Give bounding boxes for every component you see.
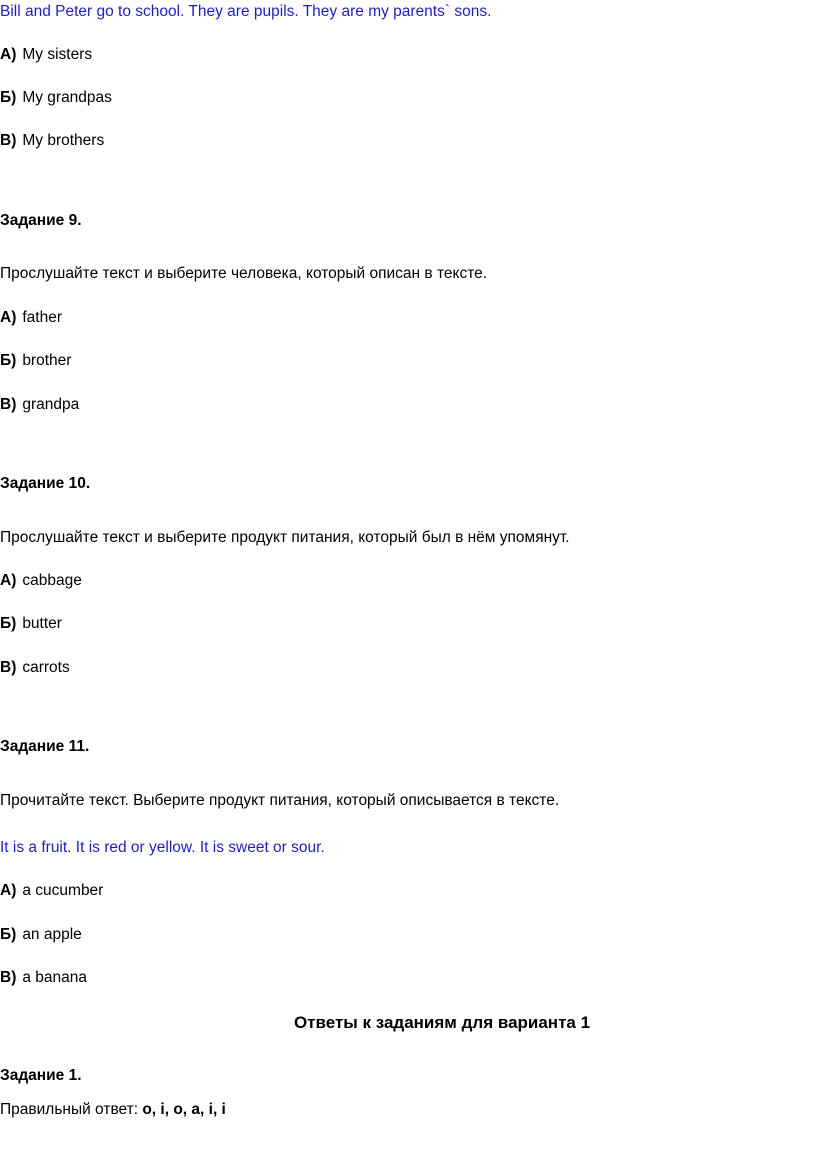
option-text: carrots [22,659,70,676]
task11-instruction: Прочитайте текст. Выберите продукт питания, который описывается в тексте. [0,792,560,809]
task11-passage: It is a fruit. It is red or yellow. It is sweet or sour. [0,839,325,856]
option-letter: А) [0,309,17,326]
option-letter: Б) [0,615,17,632]
option-text: a cucumber [22,882,104,899]
task10-instruction: Прослушайте текст и выберите продукт питания, который был в нём упомянут. [0,529,570,546]
option-letter: В) [0,132,17,149]
task9-option-c[interactable] [0,395,79,415]
option-text: grandpa [22,396,80,413]
option-text: a banana [22,969,88,986]
task10-option-b[interactable] [0,614,62,634]
option-text: an apple [22,926,82,943]
option-a[interactable] [0,45,92,65]
task9-option-b[interactable] [0,351,71,371]
task9-instruction: Прослушайте текст и выберите человека, который описан в тексте. [0,265,488,282]
task9-option-a[interactable] [0,308,62,328]
option-letter: А) [0,572,17,589]
option-letter: А) [0,882,17,899]
option-letter: Б) [0,89,17,106]
option-letter: А) [0,46,17,63]
task11-option-a[interactable] [0,881,103,901]
option-text: My grandpas [22,89,112,106]
option-text: brother [22,352,72,369]
option-b[interactable] [0,88,112,108]
option-text: My sisters [22,46,93,63]
task10-title: Задание 10. [0,475,91,492]
task11-option-b[interactable] [0,925,82,945]
option-text: father [22,309,62,326]
answer-label: Правильный ответ: [0,1101,139,1118]
answers-task1-title: Задание 1. [0,1067,82,1084]
answers-task1 [0,1100,226,1120]
task10-option-a[interactable] [0,571,82,591]
option-letter: Б) [0,352,17,369]
option-text: butter [22,615,62,632]
option-letter: Б) [0,926,17,943]
task11-option-c[interactable] [0,968,87,988]
task9-title: Задание 9. [0,212,82,229]
option-letter: В) [0,396,17,413]
task11-title: Задание 11. [0,738,90,755]
option-text: cabbage [22,572,82,589]
option-text: My brothers [22,132,105,149]
answer-value: o, i, o, a, i, i [142,1101,226,1118]
option-letter: В) [0,969,17,986]
answers-title: Ответы к заданиям для варианта 1 [293,1013,591,1032]
option-letter: В) [0,659,17,676]
option-c[interactable] [0,131,104,151]
passage-text: Bill and Peter go to school. They are pupils. They are my parents` sons. [0,3,492,20]
task10-option-c[interactable] [0,658,70,678]
